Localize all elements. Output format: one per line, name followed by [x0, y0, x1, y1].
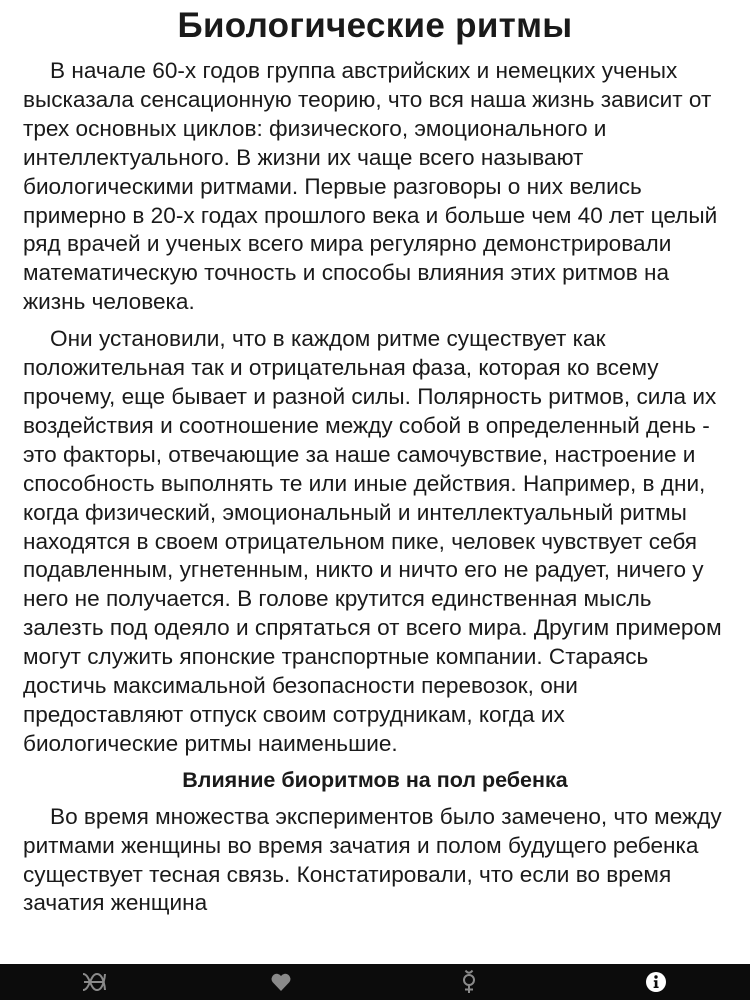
info-button[interactable] [636, 964, 676, 1000]
article-paragraph: Они установили, что в каждом ритме существует как положительная так и отрицательная фаза, которая ко всему прочему, еще бывает и разной силы. Полярность ритмов, сила их воздействия и соотношение между собой в определенный день - это факторы, отвечающие за наше самочувствие, настроение и способность выполнять те или иные действия. Например, в дни, когда физический, эмоциональный и интеллектуальный ритмы находятся в своем отрицательном пике, человек чувствует себя подавленным, угнетенным, никто и ничто его не радует, ничего у него не получается. В голове крутится единственная мысль залезть под одеяло и спрятаться от всего мира. Другим примером могут служить японские транспортные компании. Стараясь достичь максимальной безопасности перевозок, они предоставляют отпуск своим сотрудникам, когда их биологические ритмы наименьшие. [23, 326, 722, 756]
article-paragraph: В начале 60-х годов группа австрийских и немецких ученых высказала сенсационную теорию, что вся наша жизнь зависит от трех основных циклов: физического, эмоционального и интеллектуального. В жизни их чаще всего называют биологическими ритмами. Первые разговоры о них велись примерно в 20-х годах прошлого века и больше чем 40 лет целый ряд врачей и ученых всего мира регулярно демонстрировали математическую точность и способы влияния этих ритмов на жизнь человека. [23, 58, 718, 315]
article-title: Биологические ритмы [177, 6, 573, 45]
compatibility-button[interactable] [261, 964, 301, 1000]
biorhythm-icon [81, 971, 107, 993]
gender-icon [459, 969, 479, 995]
bottom-toolbar [0, 964, 750, 1000]
info-icon [645, 971, 667, 993]
gender-button[interactable] [449, 964, 489, 1000]
biorhythm-button[interactable] [74, 964, 114, 1000]
heart-icon [270, 972, 292, 992]
section-subtitle: Влияние биоритмов на пол ребенка [182, 767, 568, 792]
article-paragraph: Во время множества экспериментов было замечено, что между ритмами женщины во время зачатия и полом будущего ребенка существует тесная связь. Констатировали, что если во время зачатия женщина [23, 803, 722, 916]
